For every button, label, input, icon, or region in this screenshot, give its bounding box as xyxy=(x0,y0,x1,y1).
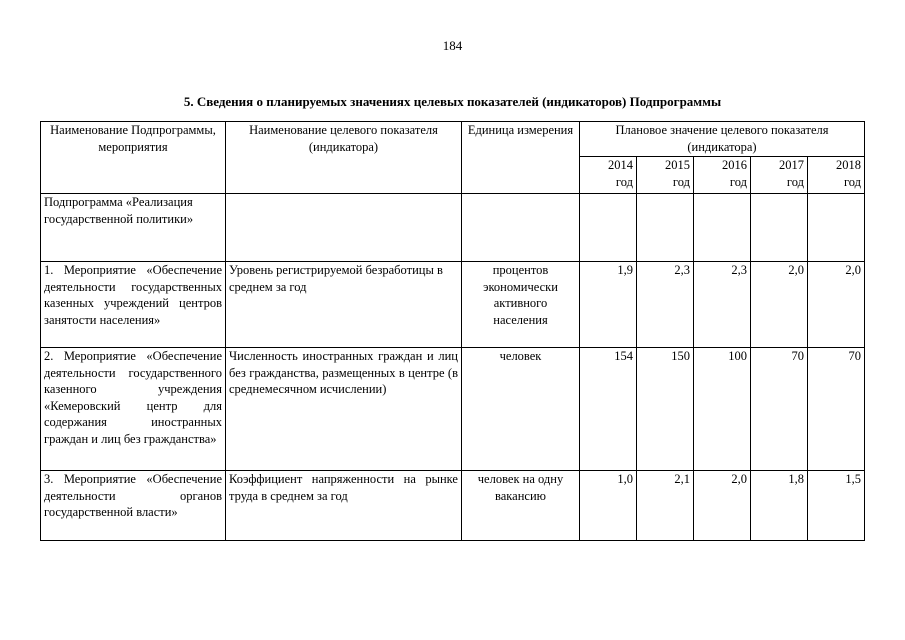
header-year-2015: 2015 год xyxy=(637,157,694,194)
row-value-2014: 1,9 xyxy=(580,262,637,348)
table-row xyxy=(41,262,865,348)
row-value-2014: 1,0 xyxy=(580,471,637,541)
row-value-2018: 70 xyxy=(808,348,865,471)
row-name: 3. Мероприятие «Обеспечение деятельности органов государственной власти» xyxy=(41,471,226,541)
row-value-2017: 2,0 xyxy=(751,262,808,348)
table-row xyxy=(41,471,865,541)
row-unit: человек на одну вакансию xyxy=(462,471,580,541)
row-value-2016: 2,3 xyxy=(694,262,751,348)
row-value-2015: 2,1 xyxy=(637,471,694,541)
header-unit: Единица измерения xyxy=(462,122,580,194)
row-indicator: Численность иностранных граждан и лиц без гражданства, размещенных в центре (в среднемесячном исчислении) xyxy=(226,348,462,471)
row-value-2018: 1,5 xyxy=(808,471,865,541)
row-value-2015: 150 xyxy=(637,348,694,471)
row-value-2014 xyxy=(580,194,637,262)
row-value-2015 xyxy=(637,194,694,262)
header-year-2014: 2014 год xyxy=(580,157,637,194)
row-name: 2. Мероприятие «Обеспечение деятельности государственного казенного учреждения «Кемеровский центр для содержания иностранных граждан и лиц без гражданства» xyxy=(41,348,226,471)
row-value-2016: 100 xyxy=(694,348,751,471)
header-year-2018: 2018 год xyxy=(808,157,865,194)
header-plan: Плановое значение целевого показателя (индикатора) xyxy=(580,122,865,157)
row-value-2015: 2,3 xyxy=(637,262,694,348)
row-value-2017: 1,8 xyxy=(751,471,808,541)
row-name: 1. Мероприятие «Обеспечение деятельности государственных казенных учреждений центров занятости населения» xyxy=(41,262,226,348)
row-value-2016: 2,0 xyxy=(694,471,751,541)
row-unit: человек xyxy=(462,348,580,471)
header-year-2016: 2016 год xyxy=(694,157,751,194)
section-title: 5. Сведения о планируемых значениях целевых показателей (индикаторов) Подпрограммы xyxy=(183,94,722,109)
row-indicator: Коэффициент напряженности на рынке труда в среднем за год xyxy=(226,471,462,541)
row-indicator: Уровень регистрируемой безработицы в среднем за год xyxy=(226,262,462,348)
row-unit xyxy=(462,194,580,262)
table-row xyxy=(41,348,865,471)
header-name: Наименование Подпрограммы, мероприятия xyxy=(41,122,226,194)
row-value-2018: 2,0 xyxy=(808,262,865,348)
page-number: 184 xyxy=(442,38,463,53)
row-value-2017 xyxy=(751,194,808,262)
row-unit: процентов экономически активного населения xyxy=(462,262,580,348)
row-value-2014: 154 xyxy=(580,348,637,471)
row-value-2017: 70 xyxy=(751,348,808,471)
header-year-2017: 2017 год xyxy=(751,157,808,194)
row-value-2016 xyxy=(694,194,751,262)
table-row xyxy=(41,194,865,262)
row-indicator xyxy=(226,194,462,262)
row-name: Подпрограмма «Реализация государственной политики» xyxy=(41,194,226,262)
row-value-2018 xyxy=(808,194,865,262)
indicators-table xyxy=(40,121,865,541)
header-indicator: Наименование целевого показателя (индикатора) xyxy=(226,122,462,194)
